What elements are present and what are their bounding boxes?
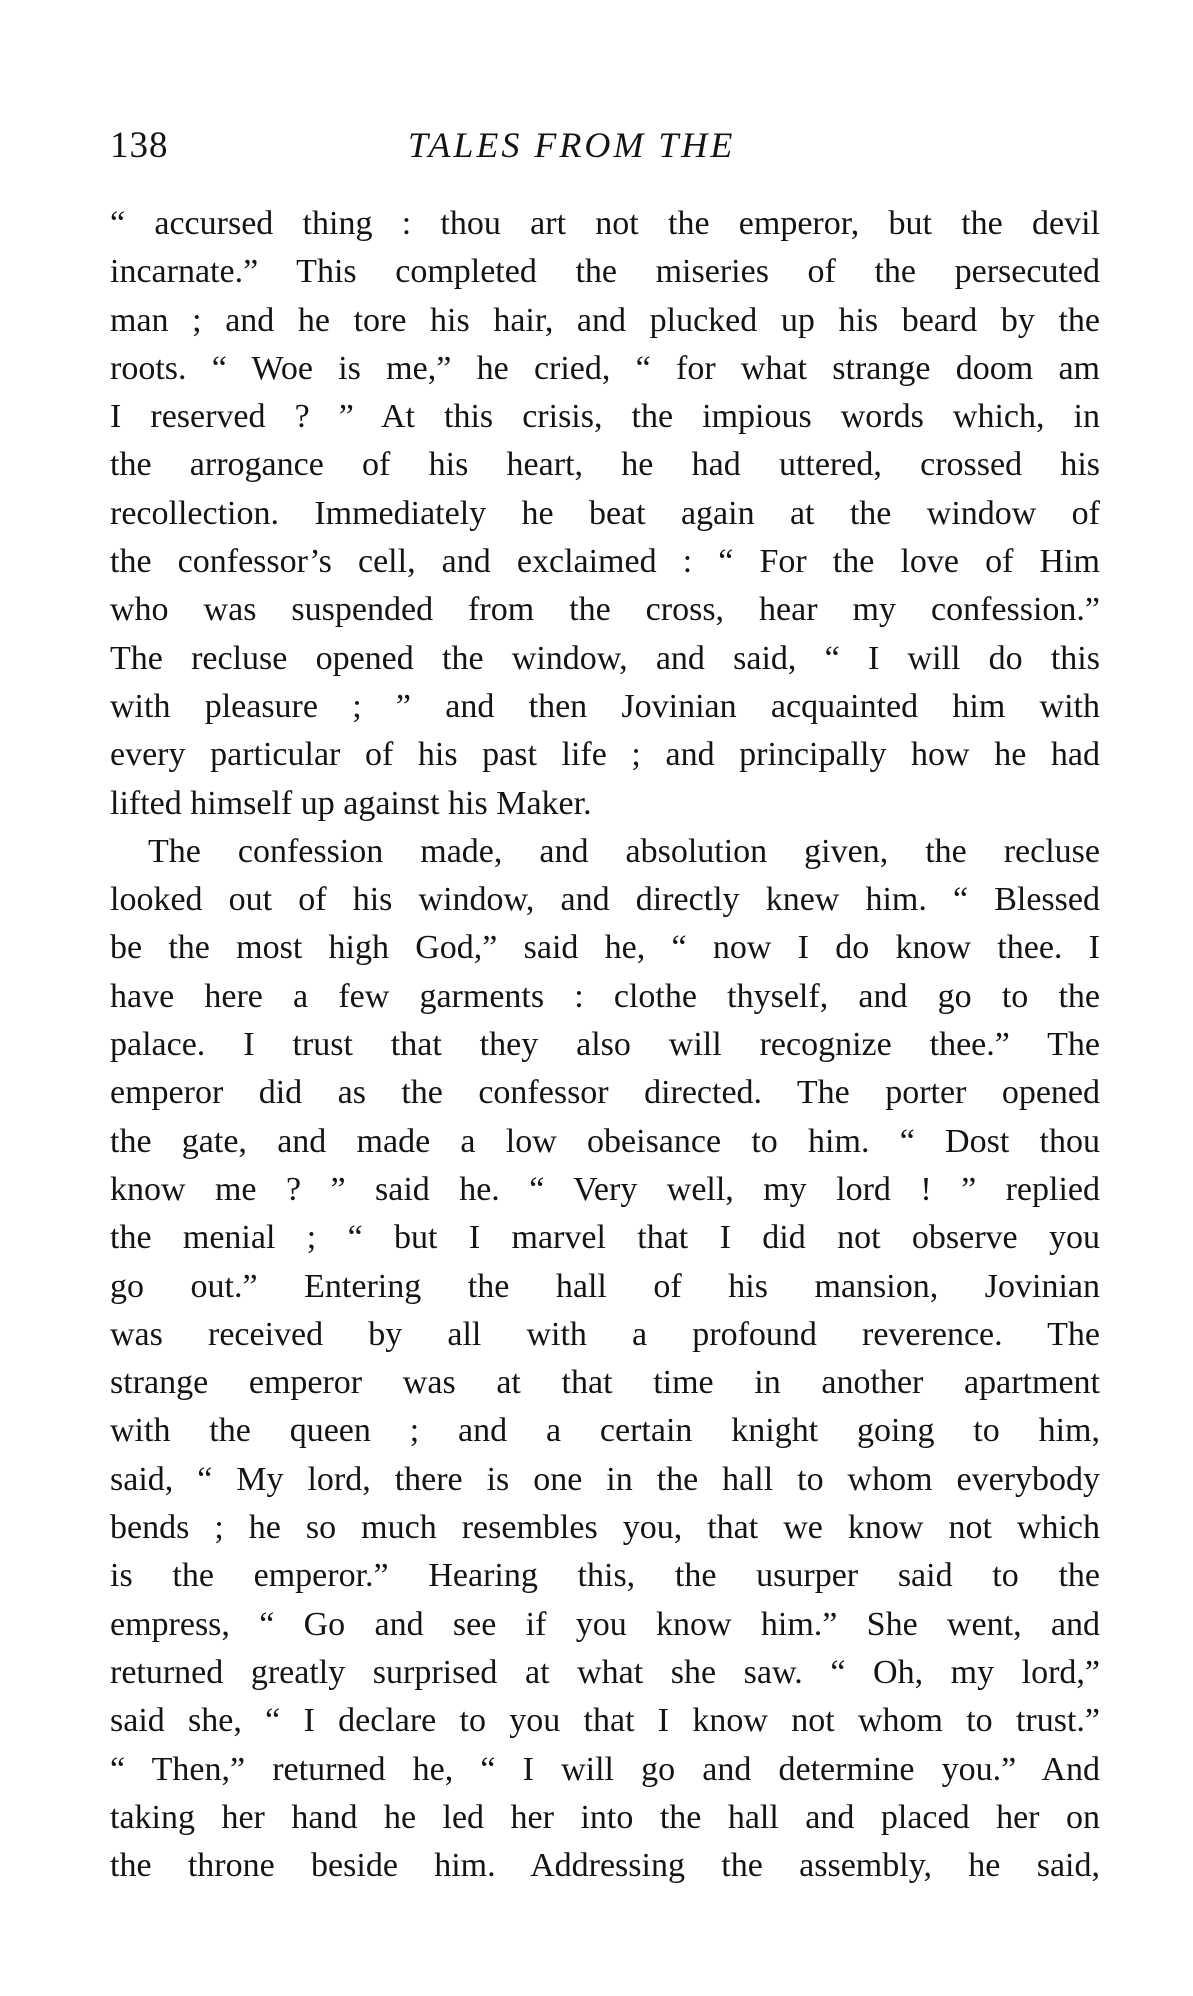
text-line: is the emperor.” Hearing this, the usurper said to the	[110, 1557, 1100, 1595]
text-line: the confessor’s cell, and exclaimed : “ For the love of Him	[110, 543, 1100, 581]
text-line: palace. I trust that they also will recognize thee.” The	[110, 1026, 1100, 1064]
text-line: the gate, and made a low obeisance to him. “ Dost thou	[110, 1122, 1100, 1160]
page-number: 138	[110, 125, 169, 166]
text-line: said she, “ I declare to you that I know not whom to trust.”	[110, 1702, 1100, 1740]
text-line: was received by all with a profound reverence. The	[110, 1315, 1100, 1353]
text-line: incarnate.” This completed the miseries of the persecuted	[110, 253, 1100, 291]
paragraph-start-line: The confession made, and absolution given, the recluse	[148, 832, 1100, 870]
text-line: recollection. Immediately he beat again at the window of	[110, 494, 1100, 532]
text-line: the arrogance of his heart, he had uttered, crossed his	[110, 446, 1100, 484]
body-text	[110, 200, 1100, 1890]
text-line: I reserved ? ” At this crisis, the impious words which, in	[110, 398, 1100, 436]
text-line: looked out of his window, and directly knew him. “ Blessed	[110, 881, 1100, 919]
text-line: roots. “ Woe is me,” he cried, “ for what strange doom am	[110, 349, 1100, 387]
text-line: strange emperor was at that time in another apartment	[110, 1364, 1100, 1402]
text-line: every particular of his past life ; and principally how he had	[110, 736, 1100, 774]
text-line: who was suspended from the cross, hear my confession.”	[110, 591, 1100, 629]
running-head	[110, 124, 1110, 174]
paragraph-end-line: lifted himself up against his Maker.	[110, 784, 592, 822]
text-line: “ Then,” returned he, “ I will go and determine you.” And	[110, 1750, 1100, 1788]
running-title: TALES FROM THE	[408, 125, 736, 165]
text-line: the menial ; “ but I marvel that I did not observe you	[110, 1219, 1100, 1257]
text-line: emperor did as the confessor directed. The porter opened	[110, 1074, 1100, 1112]
text-line: the throne beside him. Addressing the assembly, he said,	[110, 1847, 1100, 1885]
text-line: bends ; he so much resembles you, that we know not which	[110, 1509, 1100, 1547]
text-line: with the queen ; and a certain knight going to him,	[110, 1412, 1100, 1450]
text-line: with pleasure ; ” and then Jovinian acquainted him with	[110, 687, 1100, 725]
text-line: said, “ My lord, there is one in the hall to whom everybody	[110, 1460, 1100, 1498]
text-line: “ accursed thing : thou art not the emperor, but the devil	[110, 205, 1100, 242]
text-line: returned greatly surprised at what she saw. “ Oh, my lord,”	[110, 1653, 1100, 1691]
text-line: man ; and he tore his hair, and plucked up his beard by the	[110, 301, 1100, 339]
text-line: The recluse opened the window, and said, “ I will do this	[110, 639, 1100, 677]
text-line: be the most high God,” said he, “ now I do know thee. I	[110, 929, 1100, 967]
text-line: know me ? ” said he. “ Very well, my lord ! ” replied	[110, 1170, 1100, 1208]
text-line: go out.” Entering the hall of his mansion, Jovinian	[110, 1267, 1100, 1305]
text-line: taking her hand he led her into the hall and placed her on	[110, 1798, 1100, 1836]
text-line: have here a few garments : clothe thyself, and go to the	[110, 977, 1100, 1015]
text-line: empress, “ Go and see if you know him.” She went, and	[110, 1605, 1100, 1643]
